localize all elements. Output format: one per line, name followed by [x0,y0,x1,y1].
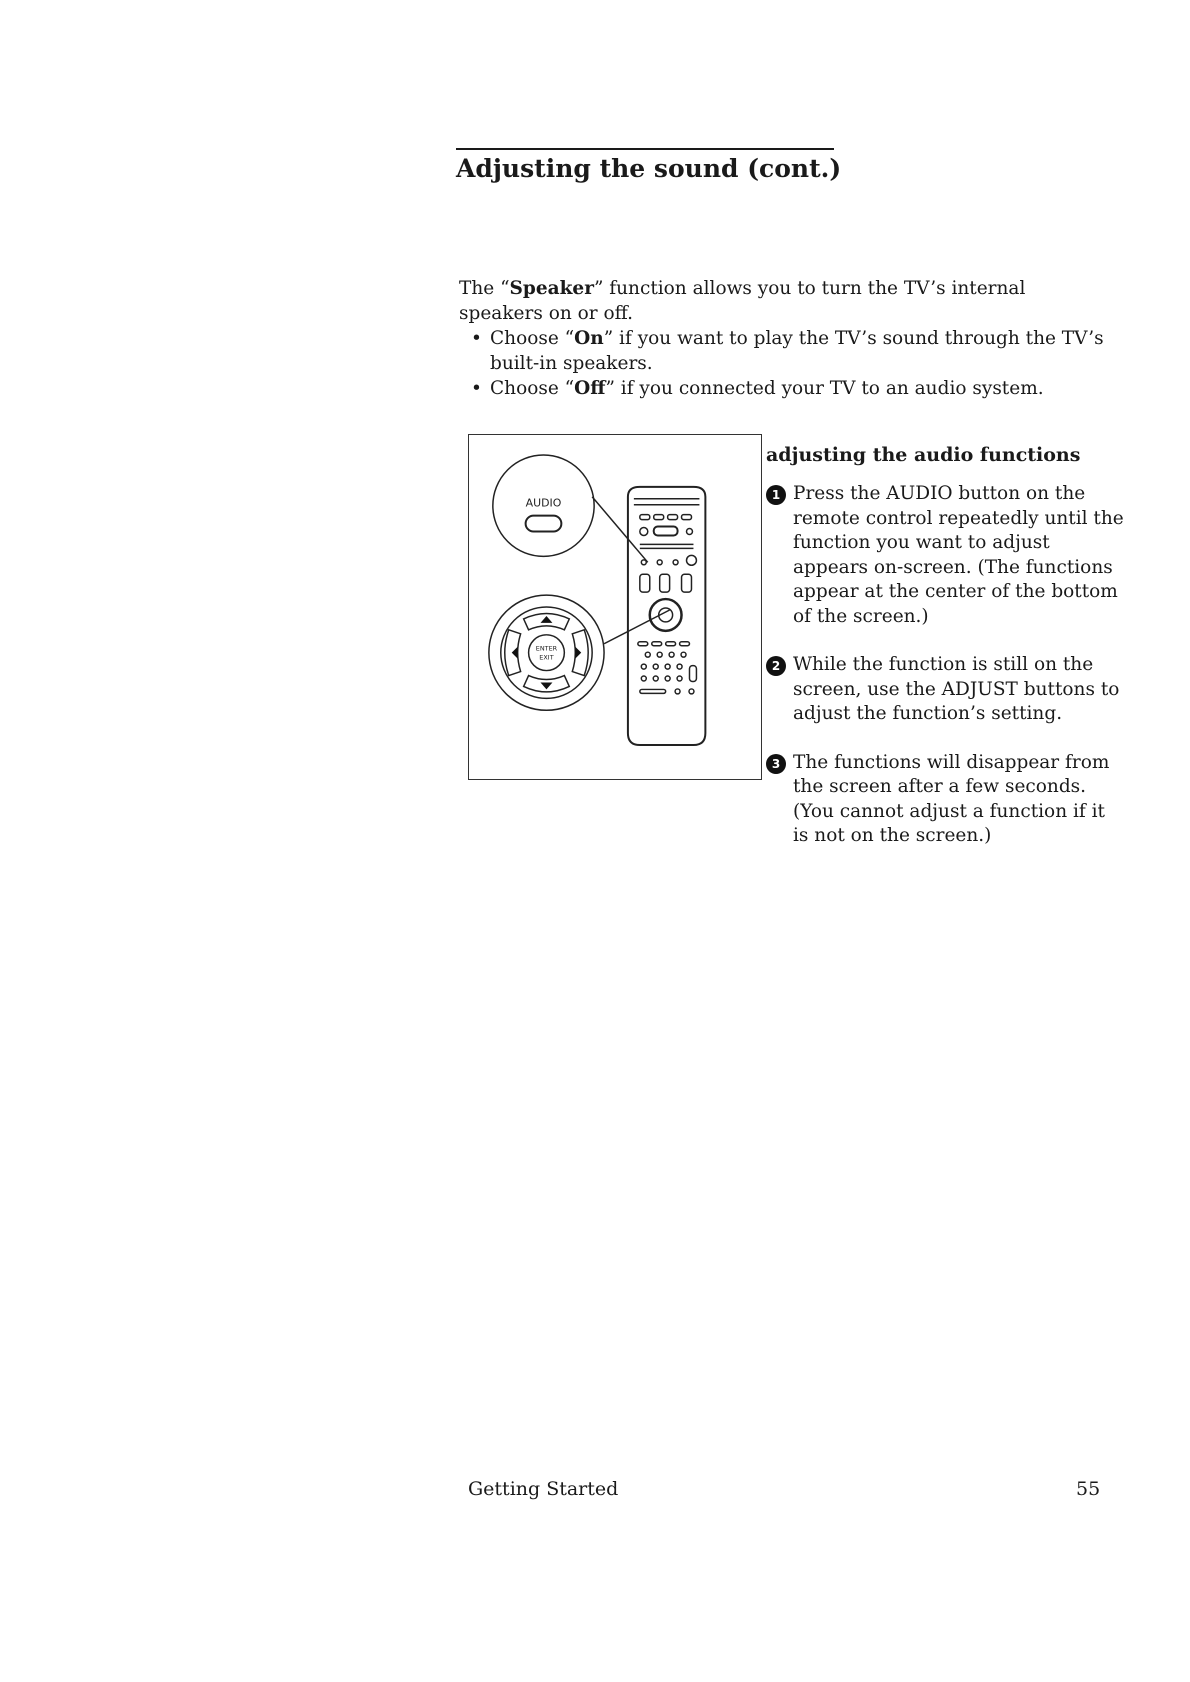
remote-control-drawing [469,435,761,779]
steps-heading: adjusting the audio functions [766,444,1081,466]
audio-steps [766,444,1126,873]
adjust-callout-line [604,610,670,644]
term-speaker: Speaker [509,278,594,299]
remote-dpad [650,599,682,631]
term-on: On [574,328,604,349]
term-off: Off [574,378,606,399]
footer-section-name: Getting Started [468,1478,619,1500]
remote-audio-button [654,527,678,536]
step-1-text: Press the AUDIO button on the remote control repeatedly until the function you want to adjust appears on-screen. (The functions appear at the center of the bottom of the screen.) [793,483,1124,627]
bullet-on: • Choose “On” if you want to play the TV’s sound through the TV’s built-in speakers. [459,326,1109,376]
step-number-1-icon: 1 [766,485,786,505]
audio-button-icon [526,516,562,532]
step-number-2-icon: 2 [766,656,786,676]
page-number: 55 [1076,1478,1101,1500]
remote-body [628,487,705,745]
enter-label: ENTER [535,644,558,653]
right-arrow-icon [575,647,581,659]
step-3 [766,751,1126,849]
intro-section [459,276,1109,401]
intro-paragraph: The “Speaker” function allows you to turn the TV’s internal speakers on or off. [459,278,1026,324]
step-2-text: While the function is still on the screen, use the ADJUST buttons to adjust the function’s setting. [793,654,1120,724]
up-arrow-icon [541,616,553,623]
exit-label: EXIT [539,653,554,662]
page-title: Adjusting the sound (cont.) [456,154,842,183]
audio-callout-line [592,497,648,563]
speaker-options-list [459,326,1109,401]
step-3-text: The functions will disappear from the screen after a few seconds. (You cannot adjust a function if it is not on the screen.) [793,751,1110,846]
audio-button-label: AUDIO [525,496,562,510]
bullet-off: • Choose “Off” if you connected your TV to an audio system. [459,376,1109,401]
title-rule [456,148,834,150]
step-number-3-icon: 3 [766,754,786,774]
remote-illustration [468,434,762,780]
step-2 [766,653,1126,727]
step-1 [766,482,1126,629]
left-arrow-icon [512,647,518,659]
down-arrow-icon [541,682,553,689]
